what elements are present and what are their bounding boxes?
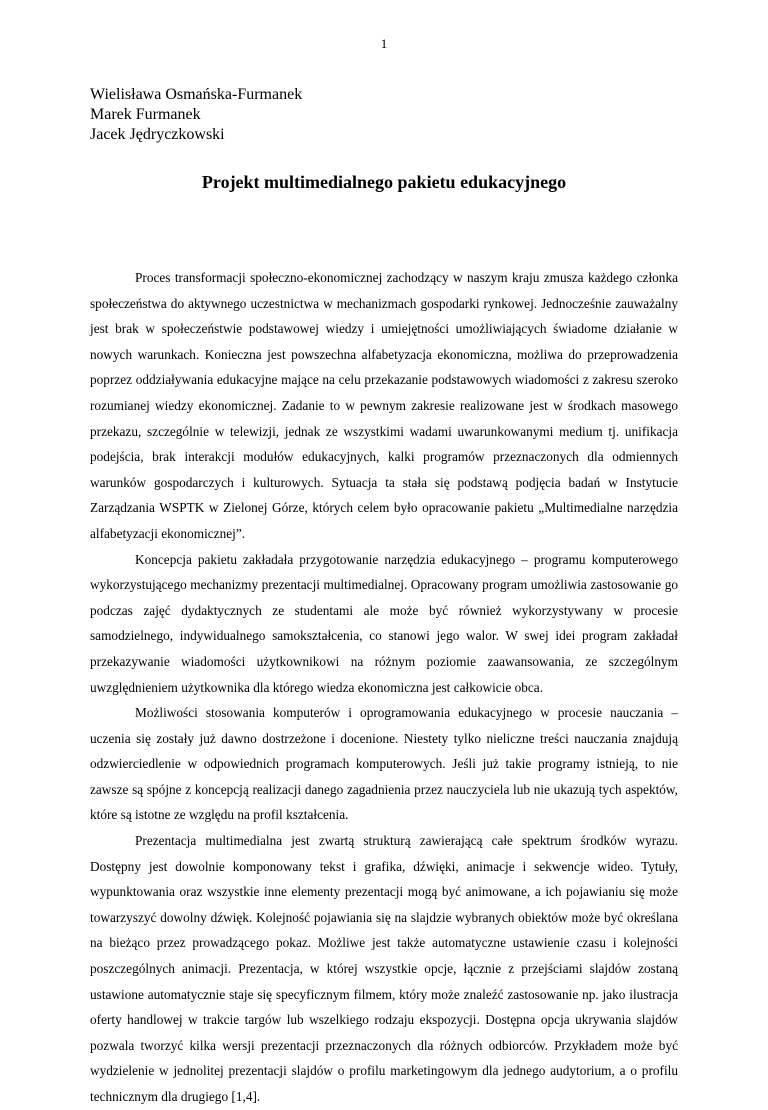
body-paragraph: Proces transformacji społeczno-ekonomicznej zachodzący w naszym kraju zmusza każdego członka społeczeństwa do aktywnego uczestnictwa w mechanizmach gospodarki rynkowej. Jednocześnie zauważalny jest brak w społeczeństwie podstawowej wiedzy i umiejętności umożliwiających świadome działanie w nowych warunkach. Konieczna jest powszechna alfabetyzacja ekonomiczna, możliwa do przeprowadzenia poprzez oddziaływania edukacyjne mające na celu przekazanie podstawowych wiadomości z zakresu szeroko rozumianej wiedzy ekonomicznej. Zadanie to w pewnym zakresie realizowane jest w środkach masowego przekazu, szczególnie w telewizji, jednak ze wszystkimi wadami uwarunkowanymi medium tj. unifikacja podejścia, brak interakcji modułów edukacyjnych, kalki programów przeznaczonych dla odmiennych warunków gospodarczych i kulturowych. Sytuacja ta stała się podstawą podjęcia badań w Instytucie Zarządzania WSPTK w Zielonej Górze, których celem było opracowanie pakietu „Multimedialne narzędzia alfabetyzacji ekonomicznej”. — [90, 270, 678, 541]
page-number: 1 — [380, 36, 388, 51]
body-paragraph: Koncepcja pakietu zakładała przygotowanie narzędzia edukacyjnego – programu komputerowego wykorzystującego mechanizmy prezentacji multimedialnej. Opracowany program umożliwia zastosowanie go podczas zajęć dydaktycznych ze studentami ale może być również wykorzystywany w procesie samodzielnego, indywidualnego samokształcenia, co stanowi jego walor. W swej idei program zakładał przekazywanie wiadomości użytkownikowi na różnym poziomie zaawansowania, ze szczególnym uwzględnieniem użytkownika dla którego wiedza ekonomiczna jest całkowicie obca. — [90, 551, 678, 695]
body-paragraph: Możliwości stosowania komputerów i oprogramowania edukacyjnego w procesie nauczania – uczenia się zostały już dawno dostrzeżone i docenione. Niestety tylko nieliczne treści nauczania znajdują odzwierciedlenie w odpowiednich programach komputerowych. Jeśli już takie programy istnieją, to nie zawsze są spójne z koncepcją realizacji danego zagadnienia przez nauczyciela lub nie ukazują tych aspektów, które są istotne ze względu na profil kształcenia. — [90, 705, 678, 823]
author-name: Wielisława Osmańska-Furmanek — [90, 86, 303, 103]
document-title: Projekt multimedialnego pakietu edukacyjnego — [201, 172, 567, 192]
document-body — [90, 265, 678, 1110]
body-paragraph: Prezentacja multimedialna jest zwartą strukturą zawierającą całe spektrum środków wyrazu. Dostępny jest dowolnie komponowany tekst i grafika, dźwięki, animacje i sekwencje wideo. Tytuły, wypunktowania oraz wszystkie inne elementy prezentacji mogą być animowane, a ich pojawianiu się może towarzyszyć dowolny dźwięk. Kolejność pojawiania się na slajdzie wybranych obiektów może być określana na bieżąco przez prowadzącego pokaz. Możliwe jest także automatyczne ustawienie czasu i kolejności poszczególnych animacji. Prezentacja, w której wszystkie opcje, łącznie z przejściami slajdów zostaną ustawione automatycznie staje się specyficznym filmem, który może znaleźć zastosowanie np. jako ilustracja oferty handlowej w trakcie targów lub wszelkiego rodzaju ekspozycji. Dostępna opcja ukrywania slajdów pozwala tworzyć kilka wersji prezentacji przeznaczonych dla różnych odbiorców. Przykładem może być wydzielenie w jednolitej prezentacji slajdów o profilu marketingowym dla jednego audytorium, a o profilu technicznym dla drugiego [1,4]. — [90, 833, 678, 1104]
author-name: Jacek Jędryczkowski — [90, 126, 225, 143]
author-name: Marek Furmanek — [90, 106, 201, 123]
author-list — [90, 85, 302, 145]
